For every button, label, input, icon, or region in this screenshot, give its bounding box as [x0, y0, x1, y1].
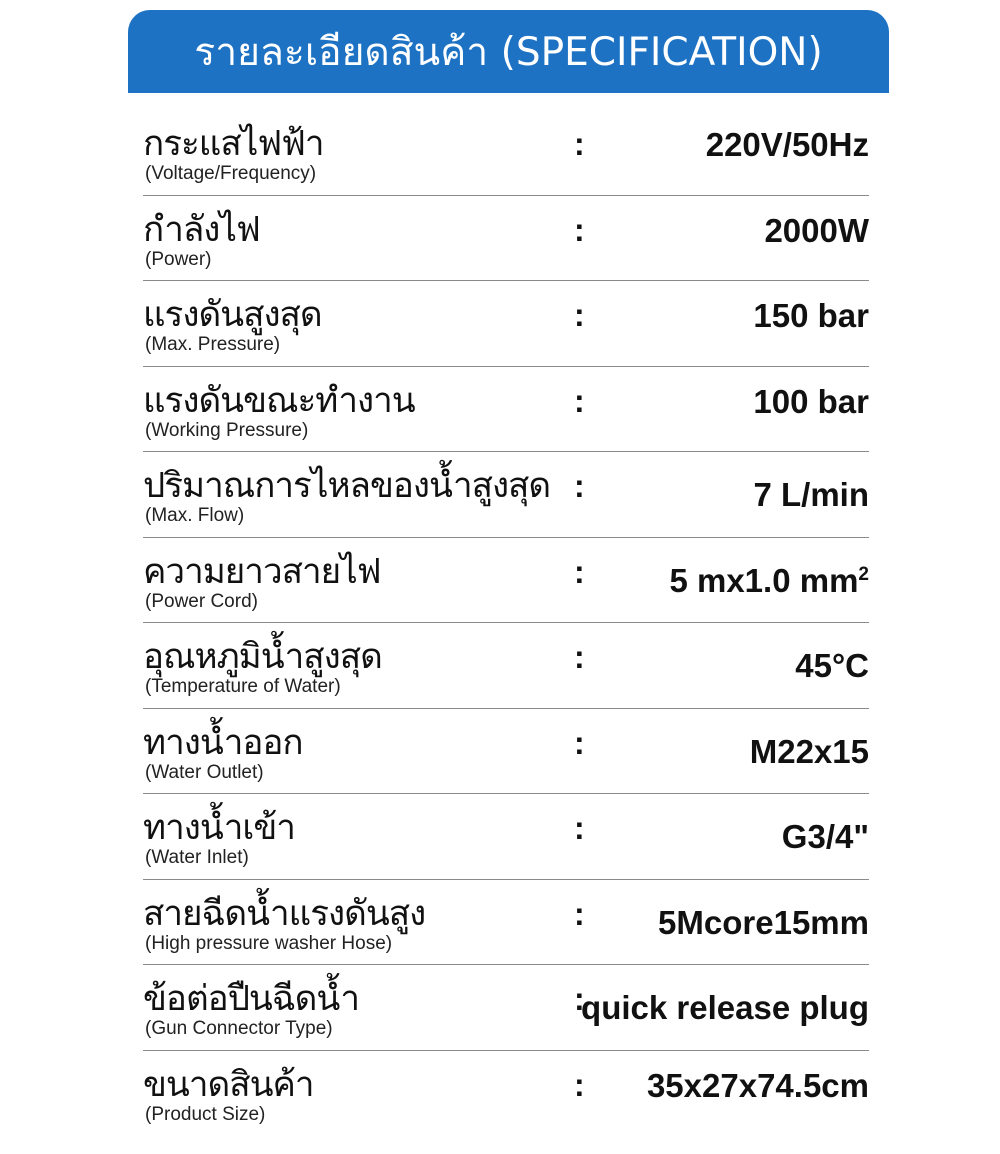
spec-header-banner: [128, 10, 889, 93]
spec-value: 45°C: [795, 647, 869, 684]
spec-row-product-size: [143, 1051, 869, 1137]
spec-row-max-pressure: [143, 281, 869, 367]
spec-label-en: (Temperature of Water): [145, 676, 341, 697]
spec-label-en: (Max. Pressure): [145, 334, 281, 355]
spec-separator: :: [574, 724, 585, 761]
spec-value: 35x27x74.5cm: [646, 1066, 869, 1104]
spec-label-en: (Working Pressure): [145, 419, 309, 441]
spec-label-en: (Voltage/Frequency): [145, 163, 317, 184]
spec-label-th: ความยาวสายไฟ: [143, 551, 381, 592]
spec-separator: :: [574, 297, 585, 333]
spec-label-th: ปริมาณการไหลของน้ำสูงสุด: [143, 466, 551, 506]
spec-value: quick release plug: [581, 989, 869, 1026]
spec-label-en: (Product Size): [145, 1103, 266, 1125]
spec-separator: :: [574, 810, 585, 846]
spec-value: 2000W: [764, 211, 869, 249]
spec-value-group: [669, 562, 869, 600]
spec-value: 5 mx1.0 mm: [669, 561, 859, 599]
spec-value: 5Mcore15mm: [658, 903, 869, 941]
spec-row-water-temperature: [143, 623, 869, 709]
spec-label-en: (Power Cord): [145, 590, 258, 612]
spec-label-th: สายฉีดน้ำแรงดันสูง: [143, 893, 426, 934]
spec-value: G3/4": [781, 818, 869, 855]
spec-row-high-pressure-hose: [143, 880, 869, 966]
spec-row-water-inlet: [143, 794, 869, 880]
spec-label-th: กระแสไฟฟ้า: [143, 124, 324, 164]
spec-separator: :: [574, 126, 585, 162]
spec-separator: :: [574, 981, 585, 1017]
spec-value: M22x15: [749, 732, 869, 770]
spec-label-th: ขนาดสินค้า: [143, 1064, 314, 1105]
spec-row-working-pressure: [143, 367, 869, 453]
spec-label-th: อุณหภูมิน้ำสูงสุด: [143, 637, 382, 677]
spec-separator: :: [574, 211, 585, 248]
spec-row-water-outlet: [143, 709, 869, 795]
spec-header-title: รายละเอียดสินค้า (SPECIFICATION): [194, 29, 823, 75]
spec-value-superscript: 2: [858, 563, 869, 585]
spec-label-en: (High pressure washer Hose): [145, 932, 393, 954]
spec-label-th: แรงดันสูงสุด: [143, 295, 322, 335]
spec-row-voltage: [143, 110, 869, 196]
spec-label-en: (Water Outlet): [145, 761, 264, 783]
spec-row-max-flow: [143, 452, 869, 538]
spec-separator: :: [574, 468, 585, 504]
spec-label-en: (Max. Flow): [145, 505, 245, 526]
spec-separator: :: [574, 895, 585, 932]
spec-row-gun-connector: [143, 965, 869, 1051]
spec-separator: :: [574, 639, 585, 675]
spec-label-en: (Power): [145, 248, 212, 270]
spec-separator: :: [574, 382, 585, 419]
spec-label-th: ทางน้ำออก: [143, 722, 303, 763]
spec-separator: :: [574, 553, 585, 590]
spec-value: 220V/50Hz: [705, 126, 869, 163]
spec-label-en: (Gun Connector Type): [145, 1018, 333, 1039]
spec-separator: :: [574, 1066, 585, 1103]
spec-value: 100 bar: [753, 382, 869, 420]
spec-label-th: ทางน้ำเข้า: [143, 808, 295, 848]
spec-label-th: ข้อต่อปืนฉีดน้ำ: [143, 979, 359, 1019]
spec-label-th: แรงดันขณะทำงาน: [143, 380, 415, 421]
spec-value: 7 L/min: [753, 476, 869, 513]
spec-label-en: (Water Inlet): [145, 847, 249, 868]
spec-row-power-cord: [143, 538, 869, 624]
spec-label-th: กำลังไฟ: [143, 209, 260, 250]
spec-row-power: [143, 196, 869, 282]
spec-value: 150 bar: [753, 297, 869, 334]
spec-table: [143, 110, 869, 1136]
